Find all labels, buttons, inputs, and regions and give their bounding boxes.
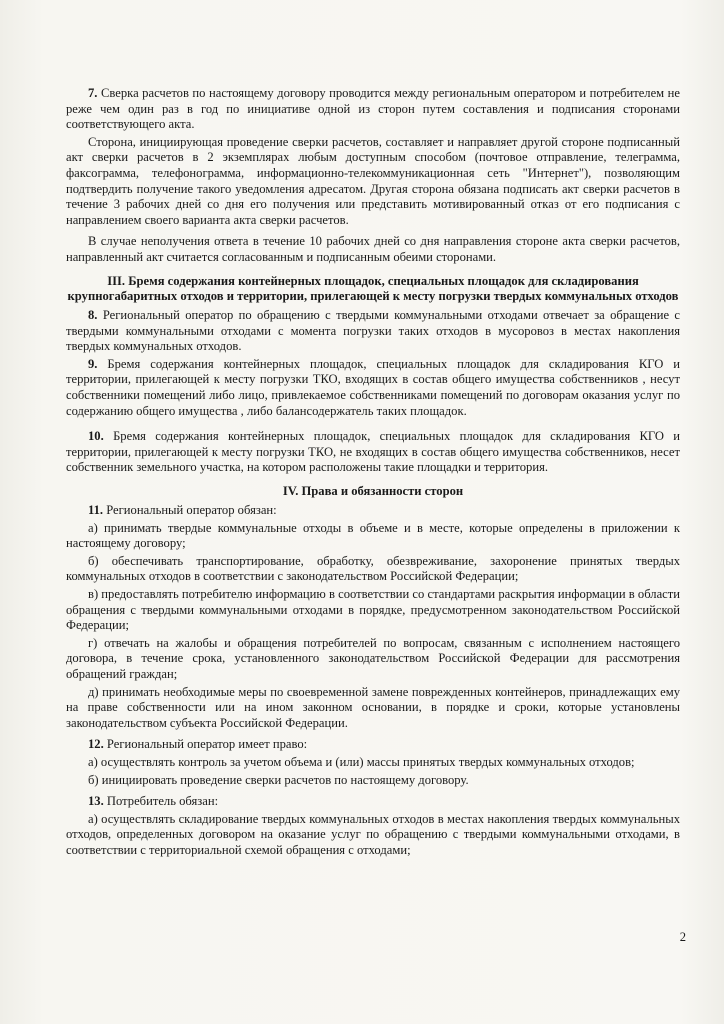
clause-9 (66, 357, 680, 419)
clause-text: в) предоставлять потребителю информацию в соответствии со стандартами раскрытия информации в области обращения с твердыми коммунальными отходами в порядке, предусмотренном законодательством Российской Федерации; (66, 587, 680, 633)
document-body (66, 86, 680, 861)
clause-number: 7. (88, 86, 98, 100)
clause-number: 11. (88, 503, 104, 518)
clause-number: 13. (88, 794, 104, 809)
clause-number: 12. (88, 737, 104, 752)
clause-11-v (66, 587, 680, 634)
clause-number: 10. (88, 429, 104, 444)
clause-text: д) принимать необходимые меры по своевременной замене поврежденных контейнеров, принадлежащих ему на праве собственности или на ином законном основании, в порядке и сроки, которые установлены законодательством субъекта Российской Федерации. (66, 684, 680, 730)
clause-text: б) обеспечивать транспортирование, обработку, обезвреживание, захоронение принятых твердых коммунальных отходов в соответствии с законодательством Российской Федерации; (66, 553, 680, 584)
clause-text: Региональный оператор имеет право: (106, 737, 308, 752)
clause-11-a (66, 521, 680, 552)
clause-text: Бремя содержания контейнерных площадок, специальных площадок для складирования КГО и территории, прилегающей к месту погрузки ТКО, не входящих в состав общего имущества собственников, несет собственник земельного участка, на котором расположены такие площадки и территория. (66, 429, 680, 475)
clause-7-paragraph-3 (66, 234, 680, 265)
clause-11-d (66, 685, 680, 732)
clause-text: а) принимать твердые коммунальные отходы в объеме и в месте, которые определены в приложении к настоящему договору; (66, 520, 680, 551)
clause-number: 9. (88, 356, 98, 371)
clause-text: б) инициировать проведение сверки расчетов по настоящему договору. (88, 772, 469, 787)
clause-11-b (66, 554, 680, 585)
page-number: 2 (679, 930, 686, 944)
clause-11-g (66, 636, 680, 683)
clause-13-a (66, 812, 680, 859)
clause-12-b (66, 773, 680, 789)
clause-text: г) отвечать на жалобы и обращения потребителей по вопросам, связанным с исполнением настоящего договора, в течение срока, установленного законодательством Российской Федерации для рассмотрения обращений граждан; (66, 635, 680, 682)
section-4-heading: IV. Права и обязанности сторон (282, 483, 464, 498)
clause-number: 8. (88, 307, 98, 322)
clause-7 (66, 86, 680, 133)
clause-text: В случае неполучения ответа в течение 10 рабочих дней со дня направления стороне акта сверки расчетов, направленный акт считается согласованным и подписанным обеими сторонами. (66, 234, 680, 264)
clause-text: Сверка расчетов по настоящему договору проводится между региональным оператором и потребителем не реже чем один раз в год по инициативе одной из сторон путем составления и подписания сторонами соответствующего акта. (66, 86, 680, 132)
clause-text: Региональный оператор обязан: (106, 503, 277, 518)
clause-text: а) осуществлять складирование твердых коммунальных отходов в местах накопления твердых коммунальных отходов, определенных договором на оказание услуг по обращению с твердыми коммунальными отходами, в соответствии с территориальной схемой обращения с отходами; (66, 811, 680, 857)
clause-11 (66, 503, 680, 519)
clause-text: Потребитель обязан: (106, 794, 219, 809)
clause-13 (66, 794, 680, 810)
clause-12 (66, 737, 680, 753)
clause-7-paragraph-2 (66, 135, 680, 229)
clause-text: а) осуществлять контроль за учетом объема и (или) массы принятых твердых коммунальных отходов; (88, 754, 635, 769)
clause-text: Региональный оператор по обращению с твердыми коммунальными отходами отвечает за обращение с твердыми коммунальными отходами с момента погрузки таких отходов в мусоровоз в местах накопления твердых коммунальных отходов. (66, 307, 681, 354)
section-3-heading: III. Бремя содержания контейнерных площадок, специальных площадок для складирования крупногабаритных отходов и территории, прилегающей к месту погрузки твердых коммунальных отходов (67, 273, 679, 303)
clause-text: Сторона, инициирующая проведение сверки расчетов, составляет и направляет другой стороне подписанный акт сверки расчетов в 2 экземплярах любым доступным способом (почтовое отправление, телеграмма, факсограмма, телефонограмма, информационно-телекоммуникационная сеть "Интернет"), позволяющим подтвердить получение такого уведомления адресатом. Другая сторона обязана подписать акт сверки расчетов в течение 3 рабочих дней со дня его получения или представить мотивированный отказ от его подписания с направлением своего варианта акта сверки расчетов. (66, 134, 680, 227)
clause-12-a (66, 755, 680, 771)
clause-10 (66, 429, 680, 476)
clause-text: Бремя содержания контейнерных площадок, специальных площадок для складирования КГО и территории, прилегающей к месту погрузки ТКО, входящих в состав общего имущества собственников , несут собственники помещений либо лицо, привлекаемое собственниками помещений по договорам оказания услуг по содержанию общего имущества , либо балансодержатель таких площадок. (66, 356, 680, 418)
clause-8 (66, 308, 680, 355)
